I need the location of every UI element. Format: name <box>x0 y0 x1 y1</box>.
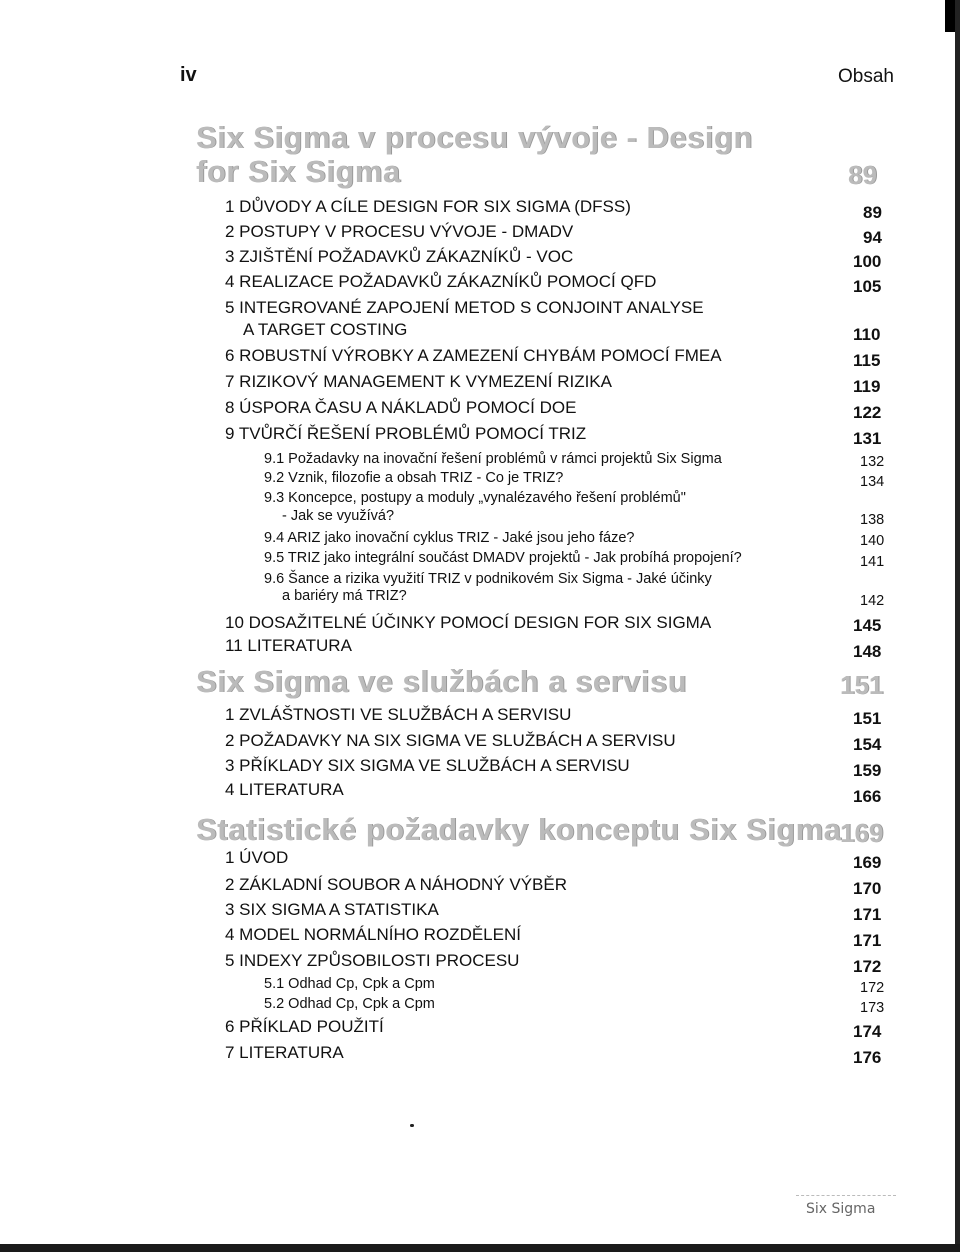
toc-entry: 3 ZJIŠTĚNÍ POŽADAVKŮ ZÁKAZNÍKŮ - VOC <box>225 247 574 266</box>
toc-entry: 7 RIZIKOVÝ MANAGEMENT K VYMEZENÍ RIZIKA <box>225 372 612 391</box>
toc-entry: 1 ÚVOD <box>225 848 289 867</box>
toc-subpage: 134 <box>860 474 885 490</box>
toc-page: 151 <box>853 709 882 728</box>
toc-subpage: 140 <box>860 533 885 549</box>
section-title: Statistické požadavky konceptu Six Sigma <box>196 812 842 847</box>
toc-subentry: 9.5 TRIZ jako integrální součást DMADV projektů - Jak probíhá propojení? <box>264 550 742 566</box>
toc-entry: 8 ÚSPORA ČASU A NÁKLADŮ POMOCÍ DOE <box>225 398 577 417</box>
toc-page: 169 <box>853 853 882 872</box>
toc-subentry: 9.4 ARIZ jako inovační cyklus TRIZ - Jaké jsou jeho fáze? <box>264 530 635 546</box>
toc-subentry: 9.2 Vznik, filozofie a obsah TRIZ - Co je TRIZ? <box>264 470 564 486</box>
toc-subentry: 5.1 Odhad Cp, Cpk a Cpm <box>264 976 435 992</box>
toc-entry: 2 POSTUPY V PROCESU VÝVOJE - DMADV <box>225 222 574 241</box>
toc-subentry-cont: - Jak se využívá? <box>282 508 395 524</box>
toc-page: 159 <box>853 761 882 780</box>
toc-entry: 5 INTEGROVANÉ ZAPOJENÍ METOD S CONJOINT ANALYSE <box>225 298 704 317</box>
toc-page: 148 <box>853 642 882 661</box>
section-page: 169 <box>840 818 884 848</box>
toc-entry-cont: A TARGET COSTING <box>243 320 408 339</box>
section-title-line2: for Six Sigma <box>196 154 401 189</box>
toc-page: 94 <box>863 228 882 247</box>
toc-page: 176 <box>853 1048 882 1067</box>
section-title: Six Sigma ve službách a servisu <box>196 664 688 699</box>
toc-page: 154 <box>853 735 882 754</box>
page-folio: iv <box>180 64 197 86</box>
toc-subentry: 9.6 Šance a rizika využití TRIZ v podnikovém Six Sigma - Jaké účinky <box>264 571 712 587</box>
footer-running-title: Six Sigma <box>806 1201 876 1217</box>
toc-page: 131 <box>853 429 882 448</box>
scan-edge-right <box>955 0 960 1252</box>
toc-page: 119 <box>853 377 881 396</box>
toc-entry: 10 DOSAŽITELNÉ ÚČINKY POMOCÍ DESIGN FOR SIX SIGMA <box>225 613 712 632</box>
toc-entry: 1 DŮVODY A CÍLE DESIGN FOR SIX SIGMA (DFSS) <box>225 197 631 216</box>
toc-subentry-cont: a bariéry má TRIZ? <box>282 588 407 604</box>
toc-subentry: 9.1 Požadavky na inovační řešení problémů v rámci projektů Six Sigma <box>264 451 722 467</box>
toc-subpage: 138 <box>860 512 885 528</box>
toc-entry: 2 ZÁKLADNÍ SOUBOR A NÁHODNÝ VÝBĚR <box>225 875 567 894</box>
toc-subpage: 141 <box>860 554 885 570</box>
toc-subpage: 172 <box>860 980 885 996</box>
toc-page: 171 <box>853 905 882 924</box>
toc-page: 145 <box>853 616 882 635</box>
toc-entry: 3 PŘÍKLADY SIX SIGMA VE SLUŽBÁCH A SERVISU <box>225 756 630 775</box>
section-page: 151 <box>840 670 884 700</box>
toc-page: 174 <box>853 1022 882 1041</box>
toc-entry: 2 POŽADAVKY NA SIX SIGMA VE SLUŽBÁCH A SERVISU <box>225 731 676 750</box>
scan-speck <box>410 1124 414 1127</box>
footer-rule <box>796 1195 896 1196</box>
toc-entry: 9 TVŮRČÍ ŘEŠENÍ PROBLÉMŮ POMOCÍ TRIZ <box>225 424 587 443</box>
toc-entry: 6 PŘÍKLAD POUŽITÍ <box>225 1017 384 1036</box>
toc-entry: 5 INDEXY ZPŮSOBILOSTI PROCESU <box>225 951 520 970</box>
section-title: Six Sigma v procesu vývoje - Design <box>196 120 753 155</box>
section-page: 89 <box>848 160 877 190</box>
toc-page: 166 <box>853 787 882 806</box>
toc-subpage: 132 <box>860 454 885 470</box>
toc-entry: 6 ROBUSTNÍ VÝROBKY A ZAMEZENÍ CHYBÁM POMOCÍ FMEA <box>225 346 722 365</box>
scan-edge-bottom <box>0 1244 960 1252</box>
toc-entry: 11 LITERATURA <box>225 636 352 655</box>
toc-subpage: 173 <box>860 1000 885 1016</box>
running-header: Obsah <box>838 66 894 87</box>
toc-page: 122 <box>853 403 882 422</box>
toc-page: 110 <box>853 325 881 344</box>
toc-entry: 1 ZVLÁŠTNOSTI VE SLUŽBÁCH A SERVISU <box>225 705 572 724</box>
toc-subentry: 5.2 Odhad Cp, Cpk a Cpm <box>264 996 435 1012</box>
toc-subentry: 9.3 Koncepce, postupy a moduly „vynalézavého řešení problémů" <box>264 490 686 506</box>
toc-page: 172 <box>853 957 882 976</box>
toc-page: 100 <box>853 252 882 271</box>
toc-entry: 7 LITERATURA <box>225 1043 344 1062</box>
toc-page: 115 <box>853 351 881 370</box>
toc-entry: 4 MODEL NORMÁLNÍHO ROZDĚLENÍ <box>225 925 521 944</box>
toc-subpage: 142 <box>860 593 885 609</box>
toc-entry: 4 REALIZACE POŽADAVKŮ ZÁKAZNÍKŮ POMOCÍ QFD <box>225 272 657 291</box>
toc-page: 105 <box>853 277 882 296</box>
toc-entry: 4 LITERATURA <box>225 780 344 799</box>
toc-page: 89 <box>863 203 882 222</box>
toc-entry: 3 SIX SIGMA A STATISTIKA <box>225 900 439 919</box>
toc-page: 170 <box>853 879 882 898</box>
toc-page: 171 <box>853 931 882 950</box>
